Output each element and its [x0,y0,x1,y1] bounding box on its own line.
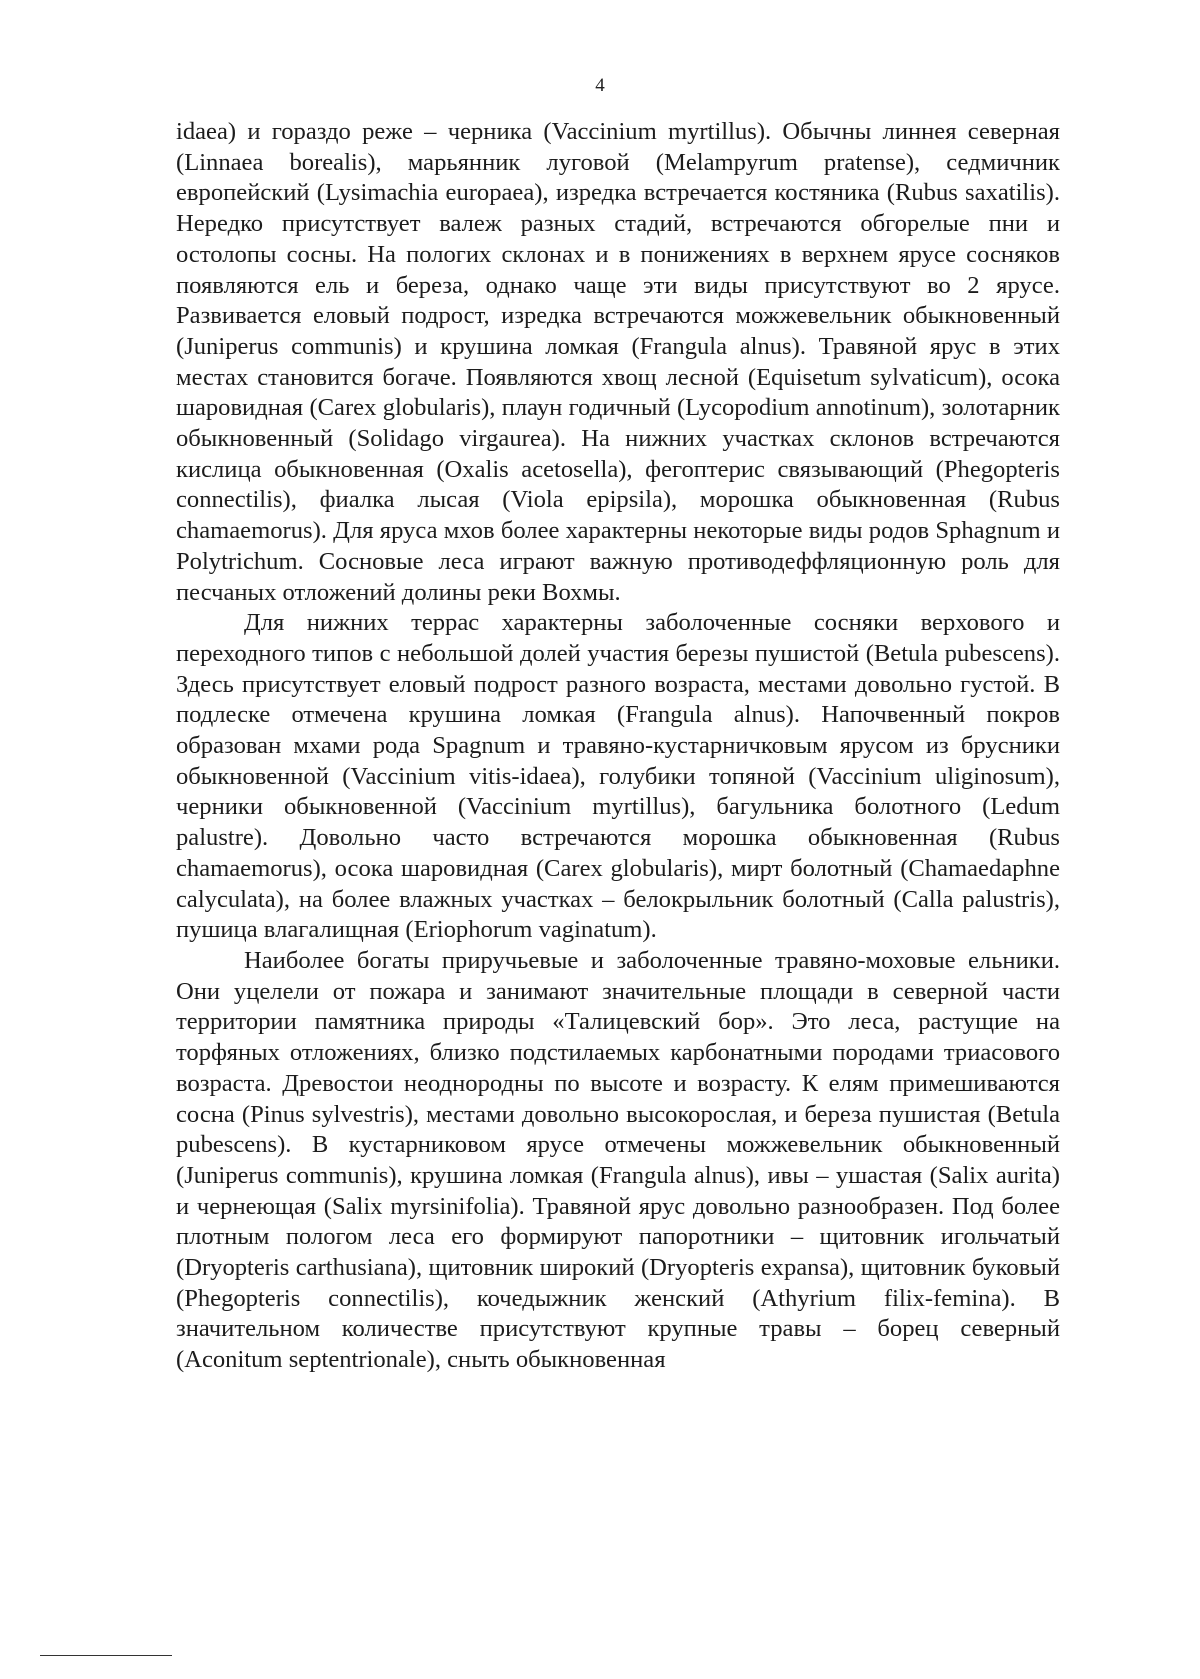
paragraph-spruce-forests: Наиболее богаты приручьевые и заболоченные травяно-моховые ельники. Они уцелели от пожара и занимают значительные площади в северной части территории памятника природы «Талицевский бор». Это леса, растущие на торфяных отложениях, близко подстилаемых карбонатными породами триасового возраста. Древостои неоднородны по высоте и возрасту. К елям примешиваются сосна (Pinus sylvestris), местами довольно высокорослая, и береза пушистая (Betula pubescens). В кустарниковом ярусе отмечены можжевельник обыкновенный (Juniperus communis), крушина ломкая (Frangula alnus), ивы – ушастая (Salix aurita) и чернеющая (Salix myrsinifolia). Травяной ярус довольно разнообразен. Под более плотным пологом леса его формируют папоротники – щитовник игольчатый (Dryopteris carthusiana), щитовник широкий (Dryopteris expansa), щитовник буковый (Phegopteris connectilis), кочедыжник женский (Athyrium filix-femina). В значительном количестве присутствуют крупные травы – борец северный (Aconitum septentrionale), сныть обыкновенная [176,946,1060,1374]
paragraph-continuation: idaea) и гораздо реже – черника (Vaccinium myrtillus). Обычны линнея северная (Linnaea borealis), марьянник луговой (Melampyrum pratense), седмичник европейский (Lysimachia europaea), изредка встречается костяника (Rubus saxatilis). Нередко присутствует валеж разных стадий, встречаются обгорелые пни и остолопы сосны. На пологих склонах и в понижениях в верхнем ярусе сосняков появляются ель и береза, однако чаще эти виды присутствуют во 2 ярусе. Развивается еловый подрост, изредка встречаются можжевельник обыкновенный (Juniperus communis) и крушина ломкая (Frangula alnus). Травяной ярус в этих местах становится богаче. Появляются хвощ лесной (Equisetum sylvaticum), осока шаровидная (Carex globularis), плаун годичный (Lycopodium annotinum), золотарник обыкновенный (Solidago virgaurea). На нижних участках склонов встречаются кислица обыкновенная (Oxalis acetosella), фегоптерис связывающий (Phegopteris connectilis), фиалка лысая (Viola epipsila), морошка обыкновенная (Rubus chamaemorus). Для яруса мхов более характерны некоторые виды родов Sphagnum и Polytrichum. Сосновые леса играют важную противодеффляционную роль для песчаных отложений долины реки Вохмы. [176,118,1060,606]
footnote-separator [40,1655,172,1656]
paragraph-lower-terraces: Для нижних террас характерны заболоченные сосняки верхового и переходного типов с небольшой долей участия березы пушистой (Betula pubescens). Здесь присутствует еловый подрост разного возраста, местами довольно густой. В подлеске отмечена крушина ломкая (Frangula alnus). Напочвенный покров образован мхами рода Spagnum и травяно-кустарничковым ярусом из брусники обыкновенной (Vaccinium vitis-idaea), голубики топяной (Vaccinium uliginosum), черники обыкновенной (Vaccinium myrtillus), багульника болотного (Ledum palustre). Довольно часто встречаются морошка обыкновенная (Rubus chamaemorus), осока шаровидная (Carex globularis), мирт болотный (Chamaedaphne calyculata), на более влажных участках – белокрыльник болотный (Calla palustris), пушица влагалищная (Eriophorum vaginatum). [176,609,1060,944]
body-text [176,117,1060,1376]
page-number: 4 [595,75,605,96]
